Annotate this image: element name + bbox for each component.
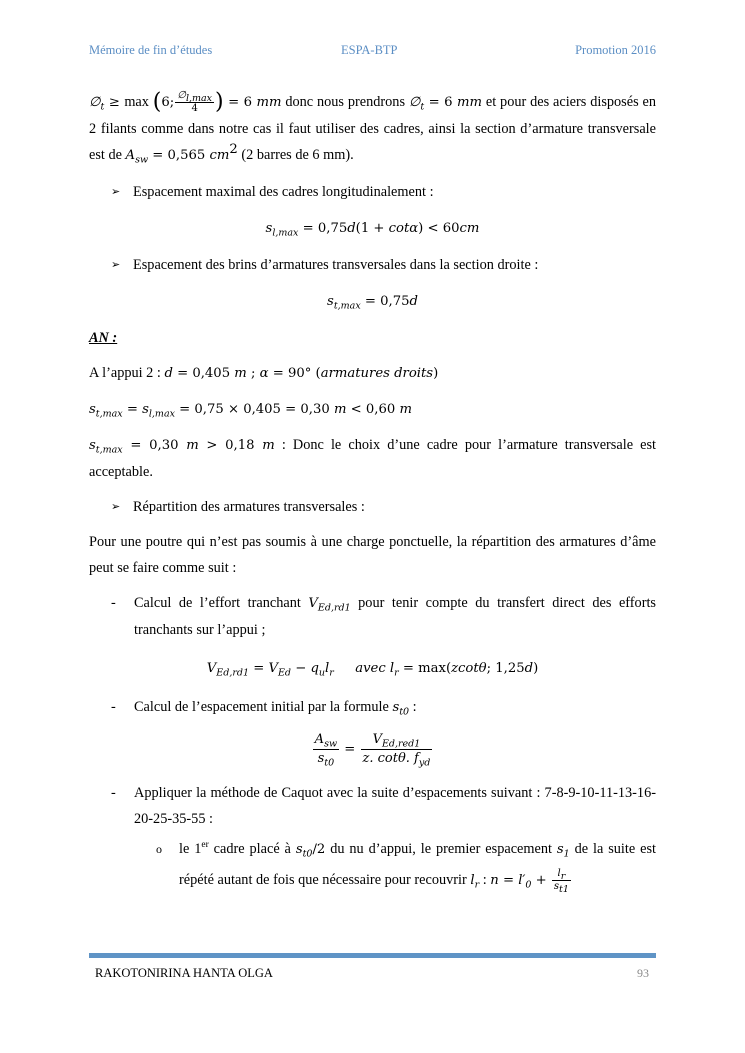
para1-text-2: et pour des aciers disposés en 2 filants comme dans notre cas il faut utiliser des cadres, ainsi la section d’armature transversale est de: [89, 94, 656, 163]
equation-ved-rd1: $V_{Ed,rd1} = V_{Ed} - q_ul_r$ avec $l_r = \max(zcot\theta$; 1,25d): [206, 661, 539, 679]
arrow-bullet-icon: ➢: [111, 259, 121, 271]
math-phi-t: $\emptyset_t$ ≥: [89, 95, 125, 113]
paragraph-choice: $s_{t,max} = 0,30$ m > 0,18 m : Donc le choix d’une cadre pour l’armature transversale est acceptable.: [89, 437, 657, 480]
equation-st-sl: $s_{t,max} = s_{l,max} = 0,75 \times 0,405 = 0,30$ m < 0,60 m: [89, 402, 412, 420]
bullet3-text: Répartition des armatures transversales :: [133, 499, 365, 515]
paragraph-diameter: $\emptyset_t \ge \max (6$; $\frac{\emptyset_{l,max}}{4}$ ) = 6 mm donc nous prendrons $\emptyset_t = 6$ mm et pour des aciers disposés en 2 filants comme dans notre cas il faut utiliser des cadres, ainsi la section d’armature transversale est de $A_{sw} = 0,565$ $cm^2$ (2 barres de 6 mm).: [89, 89, 656, 166]
header-right: Promotion 2016: [575, 43, 656, 57]
equation-st-max: $s_{t,max} = 0,75d$: [327, 294, 418, 312]
an-label: AN :: [89, 330, 118, 346]
paragraph-poutre: Pour une poutre qui n’est pas soumis à une charge ponctuelle, la répartition des armatures d’âme peut se faire comme suit :: [89, 534, 656, 576]
dash-item-espacement-initial: - Calcul de l’espacement initial par la formule $s_{t0}$ :: [111, 699, 417, 718]
page-number: 93: [637, 966, 649, 980]
bullet-repartition: [89, 494, 656, 520]
footer-bar: [89, 953, 656, 958]
arrow-bullet-icon: ➢: [111, 501, 121, 513]
bullet1-text: Espacement maximal des cadres longitudinalement :: [133, 184, 434, 200]
circle-bullet-icon: o: [156, 842, 162, 856]
para1-text-3: (2 barres de 6 mm).: [237, 147, 354, 163]
header-center: ESPA-BTP: [341, 43, 398, 57]
arrow-bullet-icon: ➢: [111, 186, 121, 198]
circle-item-premier-cadre: o le 1er cadre placé à $s_{t0}/2$ du nu d’appui, le premier espacement $s_1$ de la suite est répété autant de fois que nécessaire pour recouvrir $l_r$ : $n = l'_0$ + $\frac{l_r}{s_{t1}}$: [89, 834, 656, 896]
bullet-espacement-longitudinal: [89, 179, 656, 205]
bullet-espacement-brins: [89, 252, 656, 278]
dash-item-effort-tranchant: - Calcul de l’effort tranchant $V_{Ed,rd1}$ pour tenir compte du transfert direct des efforts tranchants sur l’appui ;: [111, 595, 656, 638]
para1-text-1: donc nous prendrons: [281, 94, 409, 110]
equation-sl-max: $s_{l,max} = 0,75d(1 + \cot\alpha) < 60cm$: [265, 221, 480, 239]
choice-text: : Donc le choix d’une cadre pour l’armature transversale est acceptable.: [89, 437, 657, 480]
math-fraction-phi-lmax: $\frac{\emptyset_{l,max}}{4}$: [177, 90, 213, 115]
bullet2-text: Espacement des brins d’armatures transversales dans la section droite :: [133, 257, 539, 273]
dash3-text: Appliquer la méthode de Caquot avec la suite d’espacements suivant : 7-8-9-10-11-13-16-20-25-35-55 :: [134, 785, 656, 827]
dash2-text: Calcul de l’espacement initial par la formule: [134, 699, 393, 715]
equation-asw-st0: $\frac{A_{sw}}{s_{t0}}$ = $\frac{V_{Ed,red1}}{z. \cot\theta. f_{yd}}$: [314, 732, 431, 769]
dash1-text-2: pour tenir compte du transfert direct des efforts tranchants sur l’appui ;: [134, 595, 656, 638]
paragraph-appui: A l’appui 2 : d = 0,405 m ; α = 90° (armatures droits): [89, 365, 439, 381]
page-header: [89, 43, 656, 59]
footer-author: RAKOTONIRINA HANTA OLGA: [95, 966, 273, 980]
dash-item-caquot: - Appliquer la méthode de Caquot avec la suite d’espacements suivant : 7-8-9-10-11-13-16-20-25-35-55 :: [111, 785, 656, 827]
dash1-text-1: Calcul de l’effort tranchant: [134, 595, 309, 611]
header-left: Mémoire de fin d’études: [89, 43, 213, 57]
math-asw: $A_{sw}$: [125, 148, 149, 166]
page-content: [89, 89, 656, 896]
